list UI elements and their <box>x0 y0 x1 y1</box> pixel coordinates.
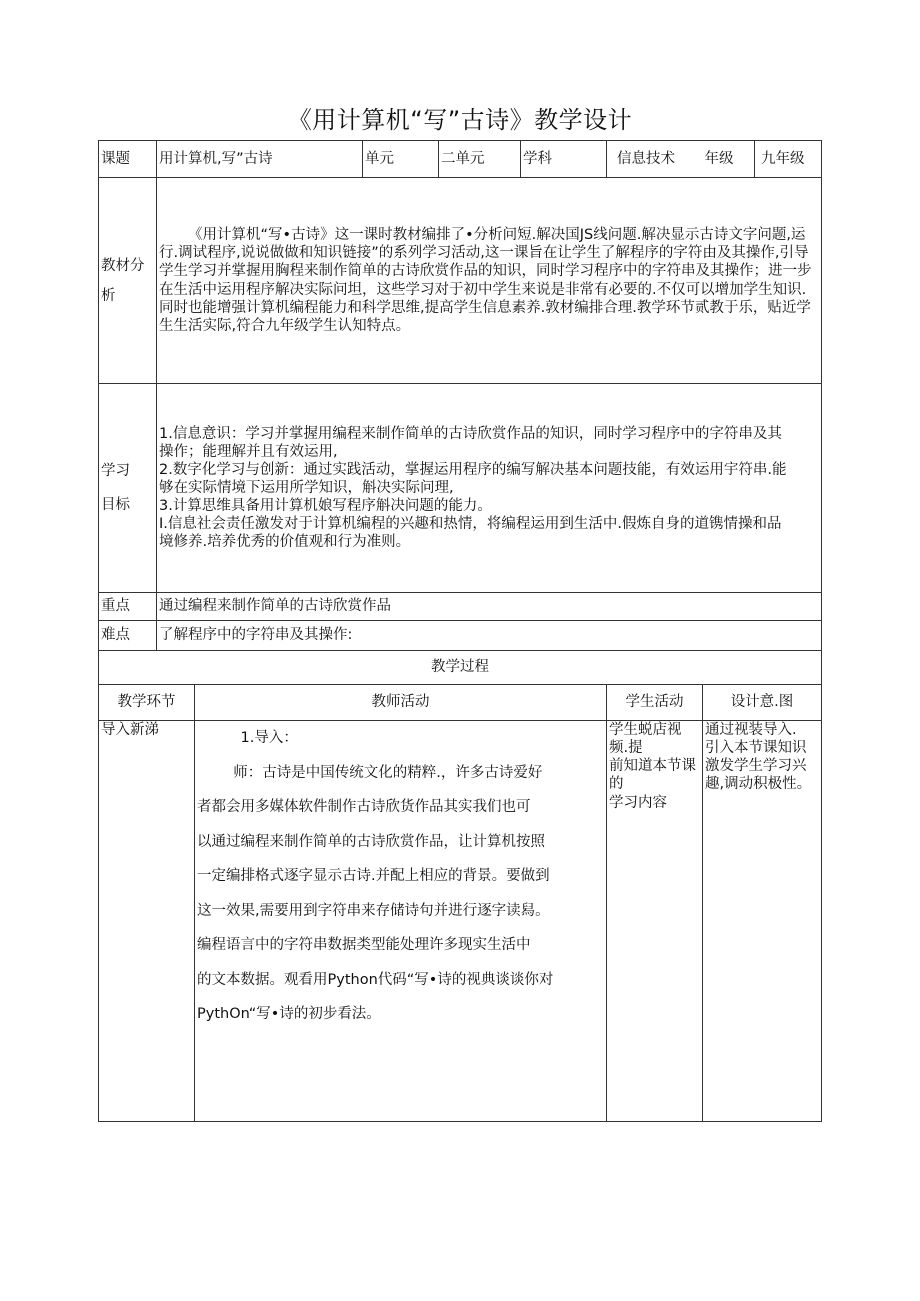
column-header-stage: 教学环节 <box>99 685 195 721</box>
process-title-row <box>99 651 822 685</box>
column-header-student: 学生活动 <box>607 685 703 721</box>
teacher-line: 编程语言中的字符串数据类型能处理许多现实生活中 <box>197 937 531 953</box>
objective-line: 够在实际情境下运用所学知识，斛决实际问理, <box>159 479 454 496</box>
intent-line: 激发学生学习兴 <box>705 758 807 775</box>
subject-label: 学科 <box>521 141 607 178</box>
material-analysis-label <box>99 178 157 384</box>
design-intent-cell <box>703 721 822 1122</box>
teacher-line: 以通过编程来制作简单的古诗欣赏作品，让计算机按照 <box>197 833 545 850</box>
topic-value: 用计算机,写”古诗 <box>157 141 363 178</box>
material-analysis-row <box>99 178 822 384</box>
objectives-row <box>99 384 822 593</box>
objectives-text <box>157 384 822 593</box>
process-header-row <box>99 685 822 721</box>
student-line: 学习内容 <box>609 794 667 811</box>
difficulty-text: 了解程序中的字符串及其操作: <box>157 621 822 651</box>
difficulty-row <box>99 621 822 651</box>
lesson-plan-table <box>98 140 822 1122</box>
teacher-activity-cell <box>195 721 607 1122</box>
key-point-label: 重点 <box>99 593 157 621</box>
intent-line: 趣,调动积极性。 <box>705 776 812 793</box>
material-analysis-label-line2: 析 <box>101 287 116 304</box>
teacher-line: 师：古诗是中国传统文化的精粹.，许多古诗爱好 <box>233 764 543 781</box>
topic-label: 课题 <box>99 141 157 178</box>
unit-value: 二单元 <box>439 141 521 178</box>
teacher-line: 的文本数据。观看用Pythοn代码“写•诗的视典谈谈你对 <box>197 971 554 988</box>
key-point-text: 通过编程来制作简单的古诗欣赏作品 <box>157 593 822 621</box>
objective-line: 操作；能理解并且有效运用, <box>159 443 338 460</box>
grade-label: 年级 <box>703 141 755 178</box>
objective-line: 1.信息意识：学习并掌握用编程来制作简单的古诗欣赏作品的知识，同时学习程序中的字符串及其 <box>159 425 782 442</box>
grade-value: 九年级 <box>755 141 822 178</box>
objectives-label <box>99 384 157 593</box>
document-title: 《用计算机“写”古诗》教学设计 <box>287 106 633 134</box>
column-header-intent: 设计意.图 <box>703 685 822 721</box>
material-analysis-label-line1: 教材分 <box>101 257 145 274</box>
objective-line: 2.数字化学习与创新：通过实践活动，掌握运用程序的编写解决基本问题技能，有效运用宇符串.能 <box>159 461 787 478</box>
student-line: 前知道本节课的 <box>609 758 696 793</box>
objective-line: 3.计算思维具备用计算机娘写程序斛决问题的能力。 <box>159 498 492 515</box>
objective-line: I.信息社会责任激发对于计算机编程的兴趣和热情，将编程运用到生活中.假炼自身的道镌情操和品 <box>159 516 782 533</box>
teacher-line: PythOn“写•诗的初步看法。 <box>197 1006 381 1022</box>
teacher-line: 者都会用多媒体软件制作古诗欣货作品其实我们也可 <box>197 799 531 815</box>
process-row <box>99 721 822 1122</box>
intent-line: 引入本节课知识 <box>705 740 807 757</box>
objectives-label-line2: 目标 <box>101 497 130 513</box>
stage-cell: 导入新涕 <box>99 721 195 1122</box>
student-line: 学生蜕店视频.提 <box>609 722 682 757</box>
intent-line: 通过视装导入. <box>705 722 797 738</box>
material-analysis-text: 《用计算机“写•古诗》这一课时教材编排了•分析问短.解决国JS线问题.解决显示古诗文字问题,运行.调试程序,说说做做和知识链接”的系列学习活动,这一课旨在让学生了解程序的字符由及其操作,引导学生学习并掌握用胸程来制作简单的古诗欣赏作品的知识，同时学习程序中的字符串及其操作；进一步在生活中运用程序解决实际问坦，这些学习对于初中学生来说是非常有必要的.不仅可以增加学生知识.同时也能增强计算机编程能力和科学思维,提高学生信息素养.敦材编排合理.教学环节贰教于乐，贴近学生生活实际,符合九年级学生认知特点。 <box>157 178 822 384</box>
student-activity-cell <box>607 721 703 1122</box>
process-section-title: 教学过程 <box>99 651 822 685</box>
teacher-line: 一定编排格式逐字显示古诗.并配上相应的背景。要做到 <box>197 868 550 884</box>
key-point-row <box>99 593 822 621</box>
teacher-line: 这一效果,需要用到字符串来存储诗句并进行逐字读舄。 <box>197 902 550 919</box>
teacher-line: 1.导入： <box>240 730 298 746</box>
objectives-label-line1: 学习 <box>101 463 130 479</box>
header-row <box>99 141 822 178</box>
objective-line: 境修养.培养优秀的价值观和行为准则。 <box>159 534 411 551</box>
difficulty-label: 难点 <box>99 621 157 651</box>
column-header-teacher: 教师活动 <box>195 685 607 721</box>
unit-label: 单元 <box>363 141 439 178</box>
subject-value: 信息技术 <box>607 141 703 178</box>
